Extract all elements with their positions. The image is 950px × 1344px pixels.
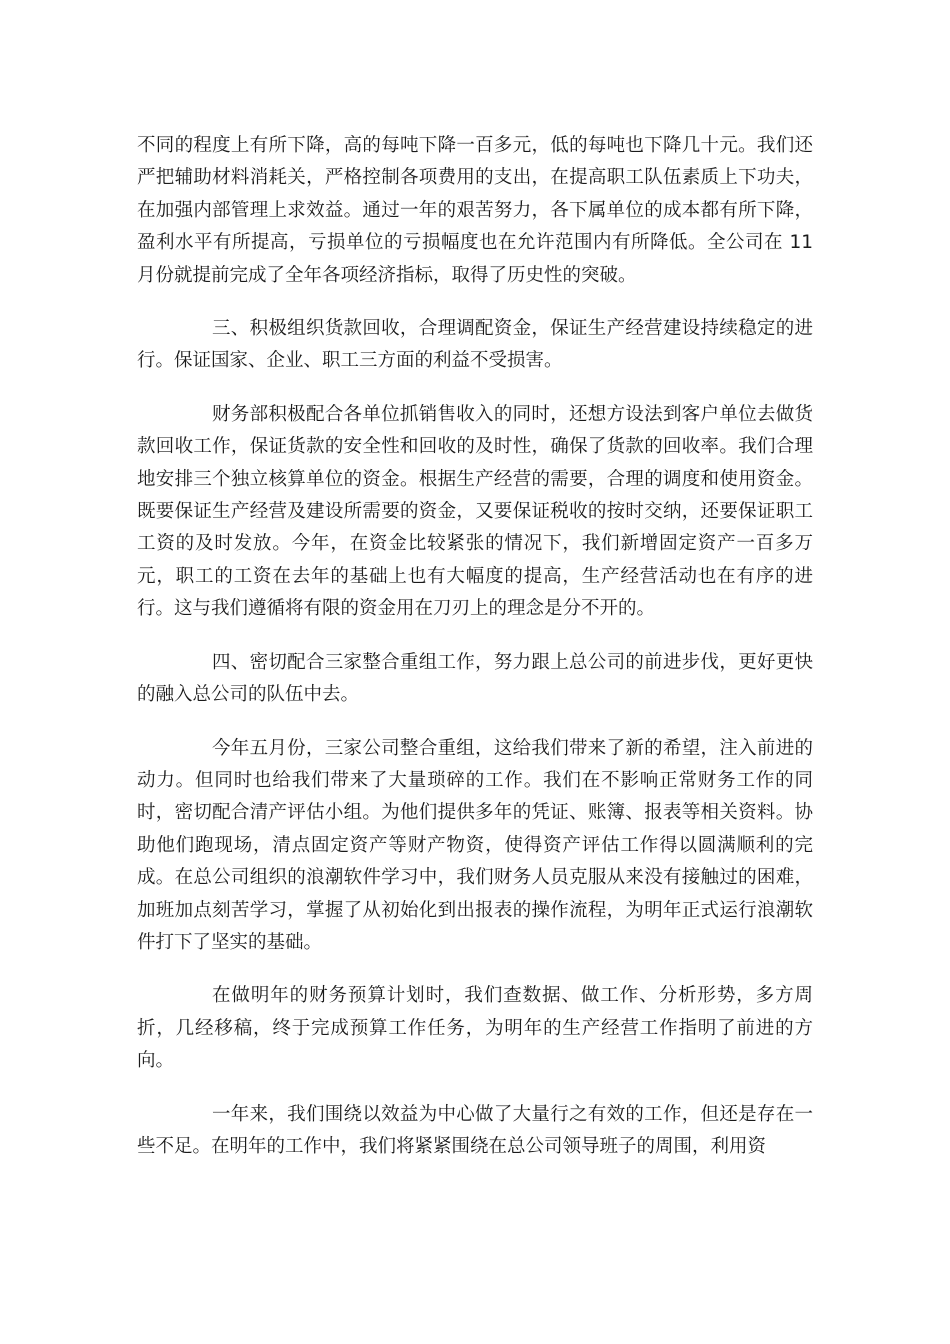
heading-section-four: 四、密切配合三家整合重组工作，努力跟上总公司的前进步伐，更好更快的融入总公司的队伍中去。 — [137, 651, 813, 706]
paragraph-payment-collection: 财务部积极配合各单位抓销售收入的同时，还想方设法到客户单位去做货款回收工作，保证货款的安全性和回收的及时性，确保了货款的回收率。我们合理地安排三个独立核算单位的资金。根据生产经营的需要，合理的调度和使用资金。既要保证生产经营及建设所需要的资金，又要保证税收的按时交纳，还要保证职工工资的及时发放。今年，在资金比较紧张的情况下，我们新增固定资产一百多万元，职工的工资在去年的基础上也有大幅度的提高，生产经营活动也在有序的进行。这与我们遵循将有限的资金用在刀刃上的理念是分不开的。 — [137, 403, 813, 620]
paragraph-restructuring: 今年五月份，三家公司整合重组，这给我们带来了新的希望，注入前进的动力。但同时也给我们带来了大量琐碎的工作。我们在不影响正常财务工作的同时，密切配合清产评估小组。为他们提供多年的凭证、账簿、报表等相关资料。协助他们跑现场，清点固定资产等财产物资，使得资产评估工作得以圆满顺利的完成。在总公司组织的浪潮软件学习中，我们财务人员克服从来没有接触过的困难，加班加点刻苦学习，掌握了从初始化到出报表的操作流程，为明年正式运行浪潮软件打下了坚实的基础。 — [137, 737, 813, 953]
heading-section-three: 三、积极组织货款回收，合理调配资金，保证生产经营建设持续稳定的进行。保证国家、企业、职工三方面的利益不受损害。 — [137, 318, 813, 372]
paragraph-cost-reduction: 不同的程度上有所下降，高的每吨下降一百多元，低的每吨也下降几十元。我们还严把辅助材料消耗关，严格控制各项费用的支出，在提高职工队伍素质上下功夫，在加强内部管理上求效益。通过一年的艰苦努力，各下属单位的成本都有所下降，盈利水平有所提高，亏损单位的亏损幅度也在允许范围内有所降低。全公司在 11 月份就提前完成了全年各项经济指标，取得了历史性的突破。 — [137, 135, 813, 286]
paragraph-budget-plan: 在做明年的财务预算计划时，我们查数据、做工作、分析形势，多方周折，几经移稿，终于完成预算工作任务，为明年的生产经营工作指明了前进的方向。 — [137, 985, 813, 1072]
document-body — [137, 130, 813, 1184]
paragraph-summary: 一年来，我们围绕以效益为中心做了大量行之有效的工作，但还是存在一些不足。在明年的工作中，我们将紧紧围绕在总公司领导班子的周围，利用资 — [137, 1103, 813, 1157]
